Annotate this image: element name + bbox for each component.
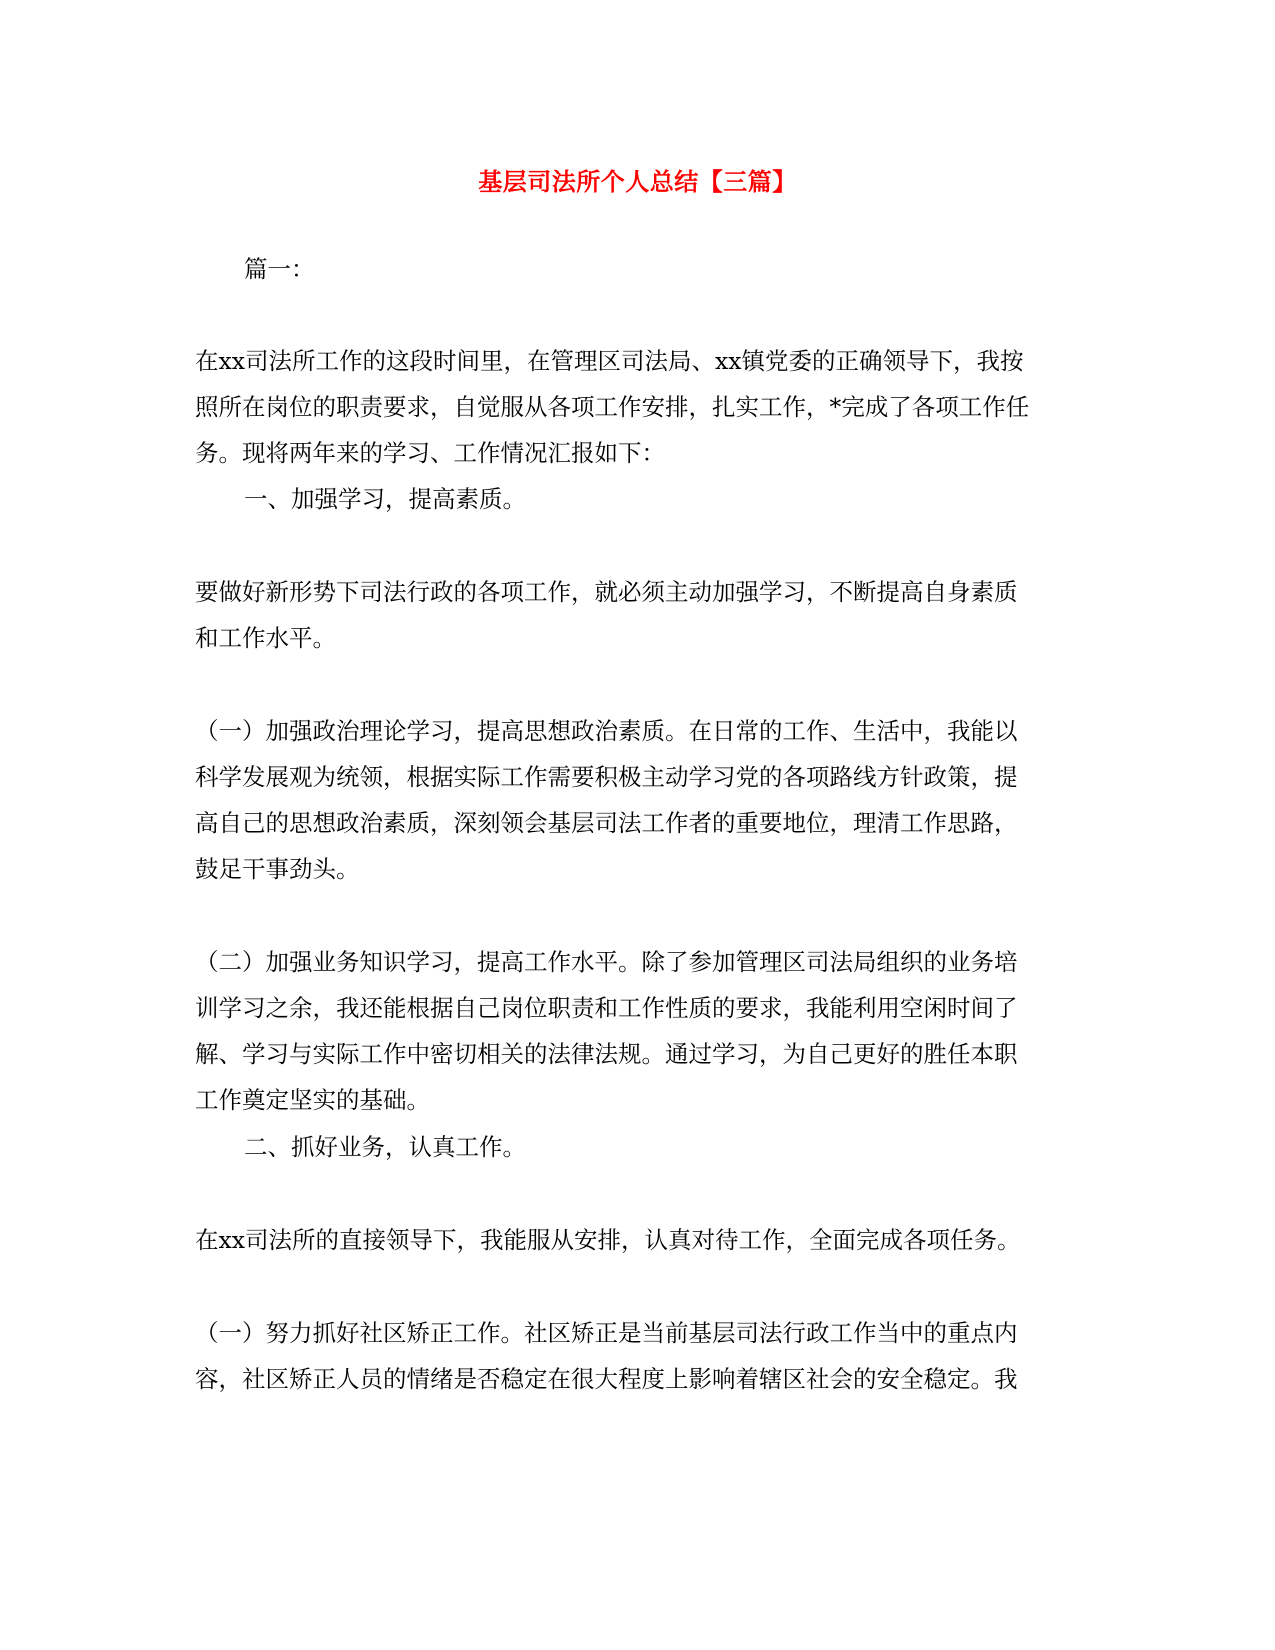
section-label: 篇一：: [244, 255, 315, 283]
paragraph-line: 在xx司法所工作的这段时间里，在管理区司法局、xx镇党委的正确领导下，我按: [195, 347, 1024, 375]
paragraph-line: 在xx司法所的直接领导下，我能服从安排，认真对待工作，全面完成各项任务。: [195, 1226, 1021, 1254]
paragraph-line: 务。现将两年来的学习、工作情况汇报如下：: [195, 439, 665, 467]
paragraph-line: 照所在岗位的职责要求，自觉服从各项工作安排，扎实工作，*完成了各项工作任: [195, 393, 1030, 421]
paragraph-line: （一）努力抓好社区矫正工作。社区矫正是当前基层司法行政工作当中的重点内: [195, 1319, 1018, 1347]
section-heading: 二、抓好业务，认真工作。: [244, 1133, 526, 1161]
paragraph-line: 鼓足干事劲头。: [195, 855, 360, 883]
paragraph-line: 训学习之余，我还能根据自己岗位职责和工作性质的要求，我能利用空闲时间了: [195, 994, 1018, 1022]
paragraph-line: 容，社区矫正人员的情绪是否稳定在很大程度上影响着辖区社会的安全稳定。我: [195, 1365, 1018, 1393]
paragraph-line: 科学发展观为统领，根据实际工作需要积极主动学习党的各项路线方针政策，提: [195, 763, 1018, 791]
paragraph-line: 要做好新形势下司法行政的各项工作，就必须主动加强学习，不断提高自身素质: [195, 578, 1018, 606]
paragraph-line: 工作奠定坚实的基础。: [195, 1086, 430, 1114]
paragraph-line: 和工作水平。: [195, 624, 336, 652]
paragraph-line: 高自己的思想政治素质，深刻领会基层司法工作者的重要地位，理清工作思路，: [195, 809, 1018, 837]
paragraph-line: （一）加强政治理论学习，提高思想政治素质。在日常的工作、生活中，我能以: [195, 717, 1018, 745]
document-title: 基层司法所个人总结【三篇】: [478, 167, 797, 196]
paragraph-line: （二）加强业务知识学习，提高工作水平。除了参加管理区司法局组织的业务培: [195, 948, 1018, 976]
paragraph-line: 解、学习与实际工作中密切相关的法律法规。通过学习，为自己更好的胜任本职: [195, 1040, 1018, 1068]
section-heading: 一、加强学习，提高素质。: [244, 485, 526, 513]
